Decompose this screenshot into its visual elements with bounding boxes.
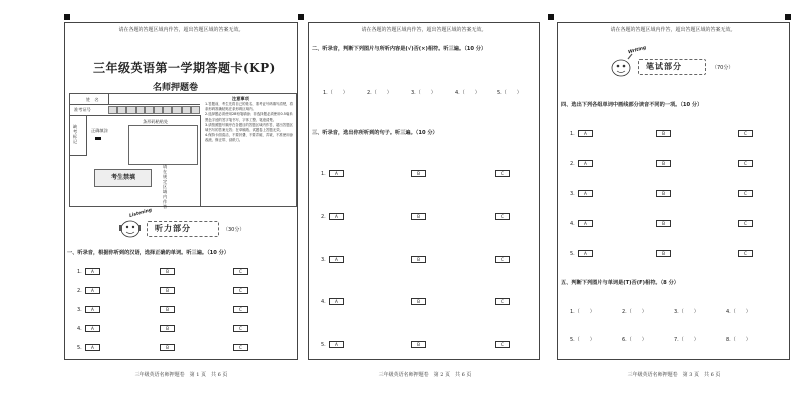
q2-item[interactable]: 2.（ ）: [367, 90, 392, 96]
option-c[interactable]: C: [495, 170, 510, 177]
answer-sheet-page-2: [308, 22, 540, 360]
writing-mascot-icon: [608, 53, 634, 79]
listening-badge: Listening: [128, 208, 153, 219]
question-4-title: 四、选出下列各组单词中画线部分读音不同的一项。（10 分）: [561, 102, 703, 108]
student-info-box: [69, 93, 297, 207]
q5-item[interactable]: 2.（ ）: [622, 309, 647, 315]
q1-row-5: 5. A: [77, 344, 100, 351]
q4-row-1: 1. A: [570, 130, 593, 137]
page-footer: 三年级英语名师押题卷 第 3 页 共 6 页: [627, 372, 721, 378]
barcode-label: 条形码粘贴处: [143, 119, 169, 124]
q1-row-1: 1. A: [77, 268, 100, 275]
option-a[interactable]: A: [578, 160, 593, 167]
q2-item[interactable]: 5.（ ）: [497, 90, 522, 96]
option-b[interactable]: B: [411, 341, 426, 348]
option-c[interactable]: C: [233, 287, 248, 294]
writing-score: （70分）: [712, 65, 734, 71]
registration-mark: [548, 14, 554, 20]
q1-row-2: 2. A: [77, 287, 100, 294]
registration-mark: [785, 14, 791, 20]
option-a[interactable]: A: [578, 220, 593, 227]
reverse-label: 请在规定区域内作答: [163, 164, 168, 209]
option-c[interactable]: C: [233, 306, 248, 313]
option-a[interactable]: A: [578, 130, 593, 137]
q3-row-4: 4. A: [321, 298, 344, 305]
option-b[interactable]: B: [160, 287, 175, 294]
page-footer: 三年级英语名师押题卷 第 2 页 共 6 页: [378, 372, 472, 378]
q5-item[interactable]: 3.（ ）: [674, 309, 699, 315]
sheet-subtitle: 名师押题卷: [153, 83, 199, 93]
q3-row-2: 2. A: [321, 213, 344, 220]
q3-row-1: 1. A: [321, 170, 344, 177]
answer-sheet-page-3: [557, 22, 790, 360]
option-a[interactable]: A: [85, 344, 100, 351]
q3-row-3: 3. A: [321, 256, 344, 263]
q1-row-4: 4. A: [77, 325, 100, 332]
header-note: 请在各题的答题区域内作答，超出答题区域的答案无效。: [361, 27, 487, 33]
option-c[interactable]: C: [495, 213, 510, 220]
option-c[interactable]: C: [495, 256, 510, 263]
sticker-box: 考生禁填: [94, 169, 152, 187]
writing-badge: Writing: [627, 45, 647, 56]
option-b[interactable]: B: [160, 325, 175, 332]
registration-mark: [298, 14, 304, 20]
option-c[interactable]: C: [233, 325, 248, 332]
sheet-title: 三年级英语第一学期答题卡(KP): [93, 61, 276, 75]
q2-item[interactable]: 4.（ ）: [455, 90, 480, 96]
notice-item: 3.请按照题号顺序在各题目的答题区域内作答，超出答题区域书写的答案无效；在草稿纸、试题卷上答题无效。: [205, 122, 293, 133]
exam-no-boxes[interactable]: [108, 106, 200, 114]
option-c[interactable]: C: [738, 250, 753, 257]
option-c[interactable]: C: [738, 220, 753, 227]
option-c[interactable]: C: [738, 130, 753, 137]
listening-title: 听力部分: [155, 224, 191, 233]
fill-sample-label: 正确填涂: [91, 128, 108, 133]
barcode-area[interactable]: [128, 125, 198, 165]
notice-list: [205, 102, 293, 144]
option-b[interactable]: B: [411, 298, 426, 305]
q5-item[interactable]: 6.（ ）: [622, 337, 647, 343]
option-b[interactable]: B: [160, 268, 175, 275]
option-a[interactable]: A: [85, 306, 100, 313]
option-b[interactable]: B: [411, 170, 426, 177]
option-a[interactable]: A: [85, 268, 100, 275]
question-3-title: 三、听录音，选出你所听到的句子。听三遍。（10 分）: [312, 130, 438, 136]
q1-row-3: 3. A: [77, 306, 100, 313]
name-label: 姓 名: [86, 97, 99, 102]
fill-sample-mark: [95, 137, 101, 140]
option-a[interactable]: A: [578, 250, 593, 257]
q5-item[interactable]: 1.（ ）: [570, 309, 595, 315]
answer-sheet-page-1: [64, 22, 298, 360]
option-a[interactable]: A: [578, 190, 593, 197]
q5-item[interactable]: 4.（ ）: [726, 309, 751, 315]
notice-title: 注意事项: [232, 96, 249, 101]
notice-item: 4.保持卡面清洁，不要折叠、不要弄破、弄皱，不准使用涂改液、修正带、刮纸刀。: [205, 133, 293, 143]
option-c[interactable]: C: [233, 268, 248, 275]
option-c[interactable]: C: [495, 298, 510, 305]
option-b[interactable]: B: [160, 306, 175, 313]
option-b[interactable]: B: [656, 130, 671, 137]
option-a[interactable]: A: [85, 287, 100, 294]
option-b[interactable]: B: [656, 220, 671, 227]
listening-score: （30分）: [223, 227, 245, 233]
exam-no-label: 准考证号: [74, 107, 91, 112]
q2-item[interactable]: 3.（ ）: [411, 90, 436, 96]
option-c[interactable]: C: [495, 341, 510, 348]
option-c[interactable]: C: [233, 344, 248, 351]
option-a[interactable]: A: [329, 341, 344, 348]
option-a[interactable]: A: [329, 170, 344, 177]
option-b[interactable]: B: [411, 213, 426, 220]
option-c[interactable]: C: [738, 190, 753, 197]
notice-item: 2.选择题必须使用2B铅笔填涂；非选择题必须使用0.5毫米黑色字迹的签字笔书写，字体工整、笔迹清楚。: [205, 112, 293, 122]
question-5-title: 五、判断下列图片与单词是(T)否(F)相符。（8 分）: [561, 280, 679, 286]
question-1-title: 一、听录音，根据你听到的汉语，选择正确的单词。听三遍。（10 分）: [67, 250, 230, 256]
header-note: 请在各题的答题区域内作答，超出答题区域的答案无效。: [118, 27, 244, 33]
q5-item[interactable]: 5.（ ）: [570, 337, 595, 343]
q4-row-4: 4. A: [570, 220, 593, 227]
registration-mark: [64, 14, 70, 20]
q4-row-3: 3. A: [570, 190, 593, 197]
q3-row-5: 5. A: [321, 341, 344, 348]
q5-item[interactable]: 7.（ ）: [674, 337, 699, 343]
q4-row-5: 5. A: [570, 250, 593, 257]
option-a[interactable]: A: [85, 325, 100, 332]
option-a[interactable]: A: [329, 213, 344, 220]
q4-row-2: 2. A: [570, 160, 593, 167]
option-b[interactable]: B: [411, 256, 426, 263]
header-note: 请在各题的答题区域内作答，超出答题区域的答案无效。: [610, 27, 736, 33]
option-a[interactable]: A: [329, 298, 344, 305]
option-b[interactable]: B: [656, 250, 671, 257]
notice-item: 1.答题前，考生先将自己的姓名、准考证号码填写清楚，将条形码准确粘贴在条形码区域内。: [205, 102, 293, 112]
option-c[interactable]: C: [738, 160, 753, 167]
name-field[interactable]: [108, 94, 201, 104]
missing-label: 缺考标记: [73, 124, 78, 144]
page-footer: 三年级英语名师押题卷 第 1 页 共 6 页: [134, 372, 228, 378]
q2-item[interactable]: 1.（ ）: [323, 90, 348, 96]
option-b[interactable]: B: [656, 160, 671, 167]
writing-title: 笔试部分: [646, 62, 682, 71]
option-b[interactable]: B: [160, 344, 175, 351]
option-a[interactable]: A: [329, 256, 344, 263]
option-b[interactable]: B: [656, 190, 671, 197]
q5-item[interactable]: 8.（ ）: [726, 337, 751, 343]
question-2-title: 二、听录音，判断下列图片与所听内容是(√)否(×)相符。听三遍。（10 分）: [312, 46, 487, 52]
